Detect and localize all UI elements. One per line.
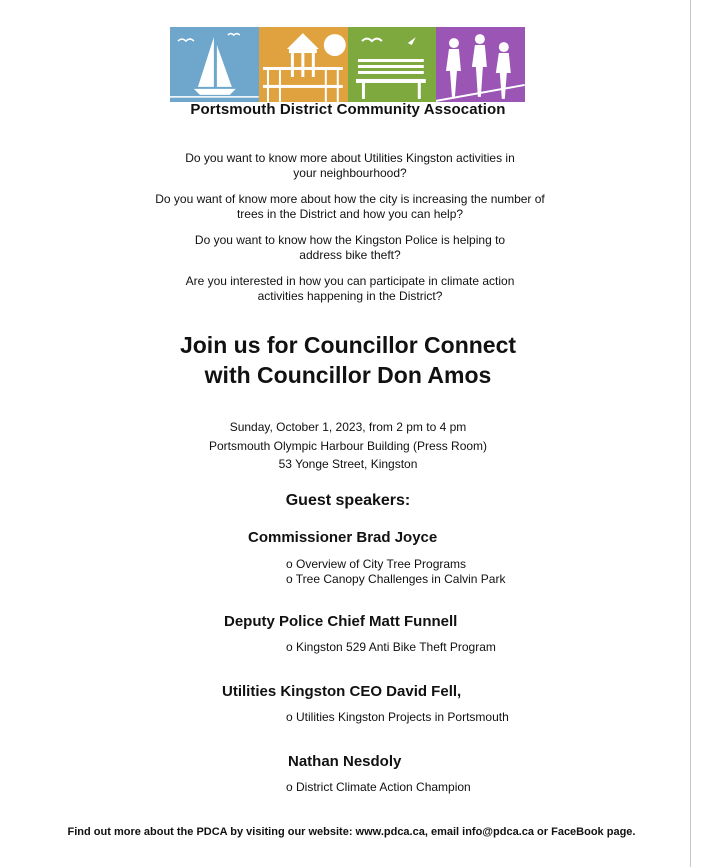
speaker-topic: o Kingston 529 Anti Bike Theft Program: [286, 640, 496, 654]
speaker-topic: o Tree Canopy Challenges in Calvin Park: [286, 572, 506, 586]
question-line: Are you interested in how you can participate in climate action: [185, 274, 515, 288]
speaker-topic: o Overview of City Tree Programs: [286, 557, 467, 571]
bench-birds-icon: [348, 27, 437, 102]
gazebo-icon: [259, 27, 348, 102]
sailboat-icon: [170, 27, 259, 102]
headline-line-1: Join us for Councillor Connect: [179, 332, 517, 358]
walkers-icon: [436, 27, 525, 102]
question-line: Do you want to know more about Utilities Kingston activities in: [185, 151, 515, 165]
event-details: [150, 418, 546, 474]
question-3: [110, 233, 590, 262]
org-name: Portsmouth District Community Assocation: [190, 101, 506, 118]
speaker-name: Nathan Nesdoly: [288, 753, 402, 770]
question-line: Do you want of know more about how the city is increasing the number of: [155, 192, 545, 206]
speaker-topic: o Utilities Kingston Projects in Portsmouth: [286, 710, 509, 724]
logo-panel-gazebo: [259, 27, 348, 102]
speaker-topic: o District Climate Action Champion: [286, 780, 471, 794]
question-line: Do you want to know how the Kingston Police is helping to: [194, 233, 506, 247]
logo-panel-harbour: [170, 27, 259, 102]
guest-speakers-heading: Guest speakers:: [285, 492, 411, 509]
question-line: your neighbourhood?: [293, 165, 407, 180]
question-line: activities happening in the District?: [257, 288, 443, 303]
question-4: [110, 274, 590, 303]
question-2: [110, 192, 590, 221]
logo-banner: [170, 27, 525, 102]
question-line: address bike theft?: [299, 247, 401, 262]
speaker-name: Utilities Kingston CEO David Fell,: [222, 683, 462, 700]
event-venue: Portsmouth Olympic Harbour Building (Press Room): [208, 438, 488, 453]
headline: [100, 330, 596, 390]
logo-panel-walkers: [436, 27, 525, 102]
page-edge-line: [690, 0, 691, 867]
question-1: [110, 151, 590, 180]
logo-panel-park: [348, 27, 437, 102]
footer-contact: Find out more about the PDCA by visiting our website: www.pdca.ca, email info@pdca.ca or FaceBook page.: [67, 826, 636, 838]
event-address: 53 Yonge Street, Kingston: [278, 457, 418, 471]
question-line: trees in the District and how you can help?: [236, 206, 464, 221]
headline-line-2: with Councillor Don Amos: [204, 362, 492, 388]
speaker-name: Commissioner Brad Joyce: [248, 529, 438, 546]
event-datetime: Sunday, October 1, 2023, from 2 pm to 4 pm: [229, 420, 467, 434]
speaker-name: Deputy Police Chief Matt Funnell: [224, 613, 458, 630]
